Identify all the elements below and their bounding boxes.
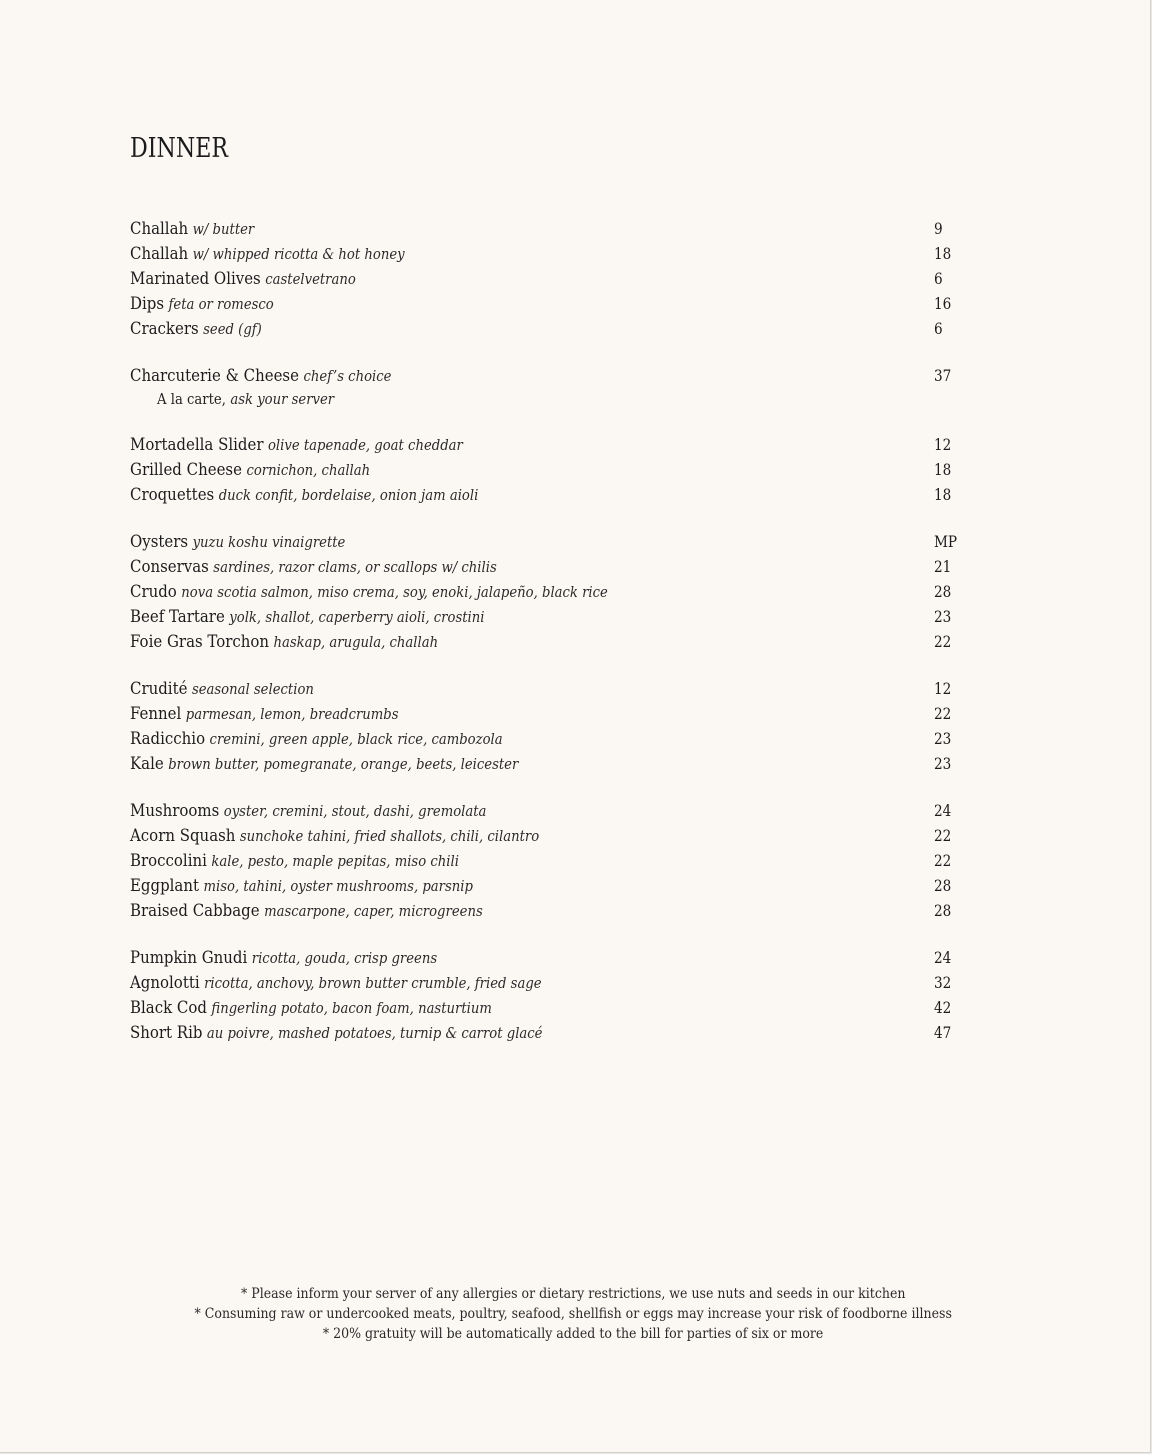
item-name: Braised Cabbage: [130, 901, 260, 921]
item-subline: [130, 388, 960, 410]
menu-item: [130, 291, 960, 316]
item-price: 28: [934, 876, 952, 895]
item-description: fingerling potato, bacon foam, nasturtium: [211, 999, 492, 1017]
menu-list: [130, 216, 960, 1067]
item-price: 12: [934, 435, 952, 454]
item-price: 18: [934, 244, 952, 263]
item-description: yuzu koshu vinaigrette: [192, 533, 346, 551]
menu-item: [130, 629, 960, 654]
menu-section: [130, 676, 960, 776]
item-price: 23: [934, 754, 952, 773]
menu-item: [130, 848, 960, 873]
item-price: 6: [934, 269, 943, 288]
item-name: Mortadella Slider: [130, 435, 264, 455]
item-description: cremini, green apple, black rice, cambozola: [209, 730, 503, 748]
item-name: Crudité: [130, 679, 188, 699]
footer-notes: [0, 1284, 1146, 1344]
item-name: Challah: [130, 219, 189, 239]
item-description: feta or romesco: [168, 295, 274, 313]
item-name: Charcuterie & Cheese: [130, 366, 299, 386]
item-name: Broccolini: [130, 851, 207, 871]
item-description: miso, tahini, oyster mushrooms, parsnip: [203, 877, 473, 895]
item-name: Oysters: [130, 532, 189, 552]
item-price: 18: [934, 460, 952, 479]
item-price: 9: [934, 219, 943, 238]
item-price: 23: [934, 607, 952, 626]
item-description: mascarpone, caper, microgreens: [264, 902, 483, 920]
menu-item: [130, 579, 960, 604]
item-name: Short Rib: [130, 1023, 203, 1043]
menu-item: [130, 873, 960, 898]
item-name: Fennel: [130, 704, 182, 724]
item-description: yolk, shallot, caperberry aioli, crostini: [229, 608, 485, 626]
item-description: nova scotia salmon, miso crema, soy, enoki, jalapeño, black rice: [181, 583, 608, 601]
item-description: au poivre, mashed potatoes, turnip & carrot glacé: [206, 1024, 543, 1042]
item-price: 22: [934, 851, 952, 870]
item-price: 32: [934, 973, 952, 992]
item-name: Eggplant: [130, 876, 200, 896]
item-name: Radicchio: [130, 729, 206, 749]
menu-item: [130, 726, 960, 751]
item-name: Black Cod: [130, 998, 207, 1018]
item-description: oyster, cremini, stout, dashi, gremolata: [223, 802, 487, 820]
menu-item: [130, 482, 960, 507]
menu-item: [130, 995, 960, 1020]
item-description: sunchoke tahini, fried shallots, chili, cilantro: [239, 827, 540, 845]
menu-item: [130, 432, 960, 457]
item-price: 28: [934, 901, 952, 920]
item-price: 16: [934, 294, 952, 313]
subline-description: ask your server: [230, 390, 335, 408]
item-price: 18: [934, 485, 952, 504]
subline-text: A la carte,: [157, 390, 226, 408]
item-price: 12: [934, 679, 952, 698]
item-description: brown butter, pomegranate, orange, beets, leicester: [168, 755, 519, 773]
item-name: Crackers: [130, 319, 199, 339]
menu-item: [130, 316, 960, 341]
item-price: 22: [934, 826, 952, 845]
item-name: Acorn Squash: [130, 826, 236, 846]
item-price: 6: [934, 319, 943, 338]
menu-item: [130, 554, 960, 579]
item-name: Mushrooms: [130, 801, 220, 821]
item-name: Agnolotti: [130, 973, 200, 993]
item-description: castelvetrano: [265, 270, 356, 288]
item-description: ricotta, anchovy, brown butter crumble, fried sage: [204, 974, 542, 992]
item-price: 22: [934, 704, 952, 723]
menu-section: [130, 945, 960, 1045]
item-description: olive tapenade, goat cheddar: [267, 436, 463, 454]
item-description: chef’s choice: [303, 367, 392, 385]
menu-item: [130, 216, 960, 241]
menu-item: [130, 676, 960, 701]
item-price: 37: [934, 366, 952, 385]
menu-item: [130, 363, 960, 388]
item-price: 21: [934, 557, 952, 576]
item-description: sardines, razor clams, or scallops w/ chilis: [213, 558, 497, 576]
menu-item: [130, 701, 960, 726]
footer-note: * 20% gratuity will be automatically added to the bill for parties of six or more: [322, 1326, 824, 1342]
item-name: Pumpkin Gnudi: [130, 948, 248, 968]
item-description: w/ butter: [192, 220, 255, 238]
item-description: w/ whipped ricotta & hot honey: [192, 245, 405, 263]
menu-item: [130, 898, 960, 923]
menu-item: [130, 266, 960, 291]
item-description: duck confit, bordelaise, onion jam aioli: [218, 486, 479, 504]
menu-section: [130, 363, 960, 410]
item-name: Croquettes: [130, 485, 215, 505]
item-price: 42: [934, 998, 952, 1017]
menu-item: [130, 1020, 960, 1045]
item-description: seed (gf): [203, 320, 262, 338]
menu-item: [130, 529, 960, 554]
item-name: Foie Gras Torchon: [130, 632, 270, 652]
menu-section: [130, 798, 960, 923]
menu-item: [130, 241, 960, 266]
item-name: Beef Tartare: [130, 607, 225, 627]
item-name: Crudo: [130, 582, 177, 602]
item-price: 28: [934, 582, 952, 601]
menu-item: [130, 457, 960, 482]
menu-item: [130, 604, 960, 629]
menu-section: [130, 432, 960, 507]
item-price: MP: [934, 532, 958, 551]
item-description: cornichon, challah: [246, 461, 371, 479]
item-price: 47: [934, 1023, 952, 1042]
menu-item: [130, 945, 960, 970]
item-price: 24: [934, 801, 952, 820]
footer-note: * Please inform your server of any allergies or dietary restrictions, we use nuts and seeds in our kitchen: [240, 1286, 906, 1302]
menu-title: DINNER: [130, 133, 229, 164]
menu-item: [130, 798, 960, 823]
item-description: ricotta, gouda, crisp greens: [251, 949, 438, 967]
item-description: seasonal selection: [191, 680, 314, 698]
menu-section: [130, 529, 960, 654]
item-name: Marinated Olives: [130, 269, 261, 289]
item-name: Challah: [130, 244, 189, 264]
footer-note: * Consuming raw or undercooked meats, poultry, seafood, shellfish or eggs may increase your risk of foodborne illness: [194, 1306, 952, 1322]
item-name: Kale: [130, 754, 164, 774]
item-name: Grilled Cheese: [130, 460, 242, 480]
item-price: 24: [934, 948, 952, 967]
item-name: Conservas: [130, 557, 209, 577]
menu-item: [130, 970, 960, 995]
item-price: 22: [934, 632, 952, 651]
menu-item: [130, 823, 960, 848]
item-description: parmesan, lemon, breadcrumbs: [185, 705, 399, 723]
item-description: haskap, arugula, challah: [273, 633, 439, 651]
item-name: Dips: [130, 294, 165, 314]
menu-section: [130, 216, 960, 341]
menu-item: [130, 751, 960, 776]
item-price: 23: [934, 729, 952, 748]
item-description: kale, pesto, maple pepitas, miso chili: [211, 852, 459, 870]
